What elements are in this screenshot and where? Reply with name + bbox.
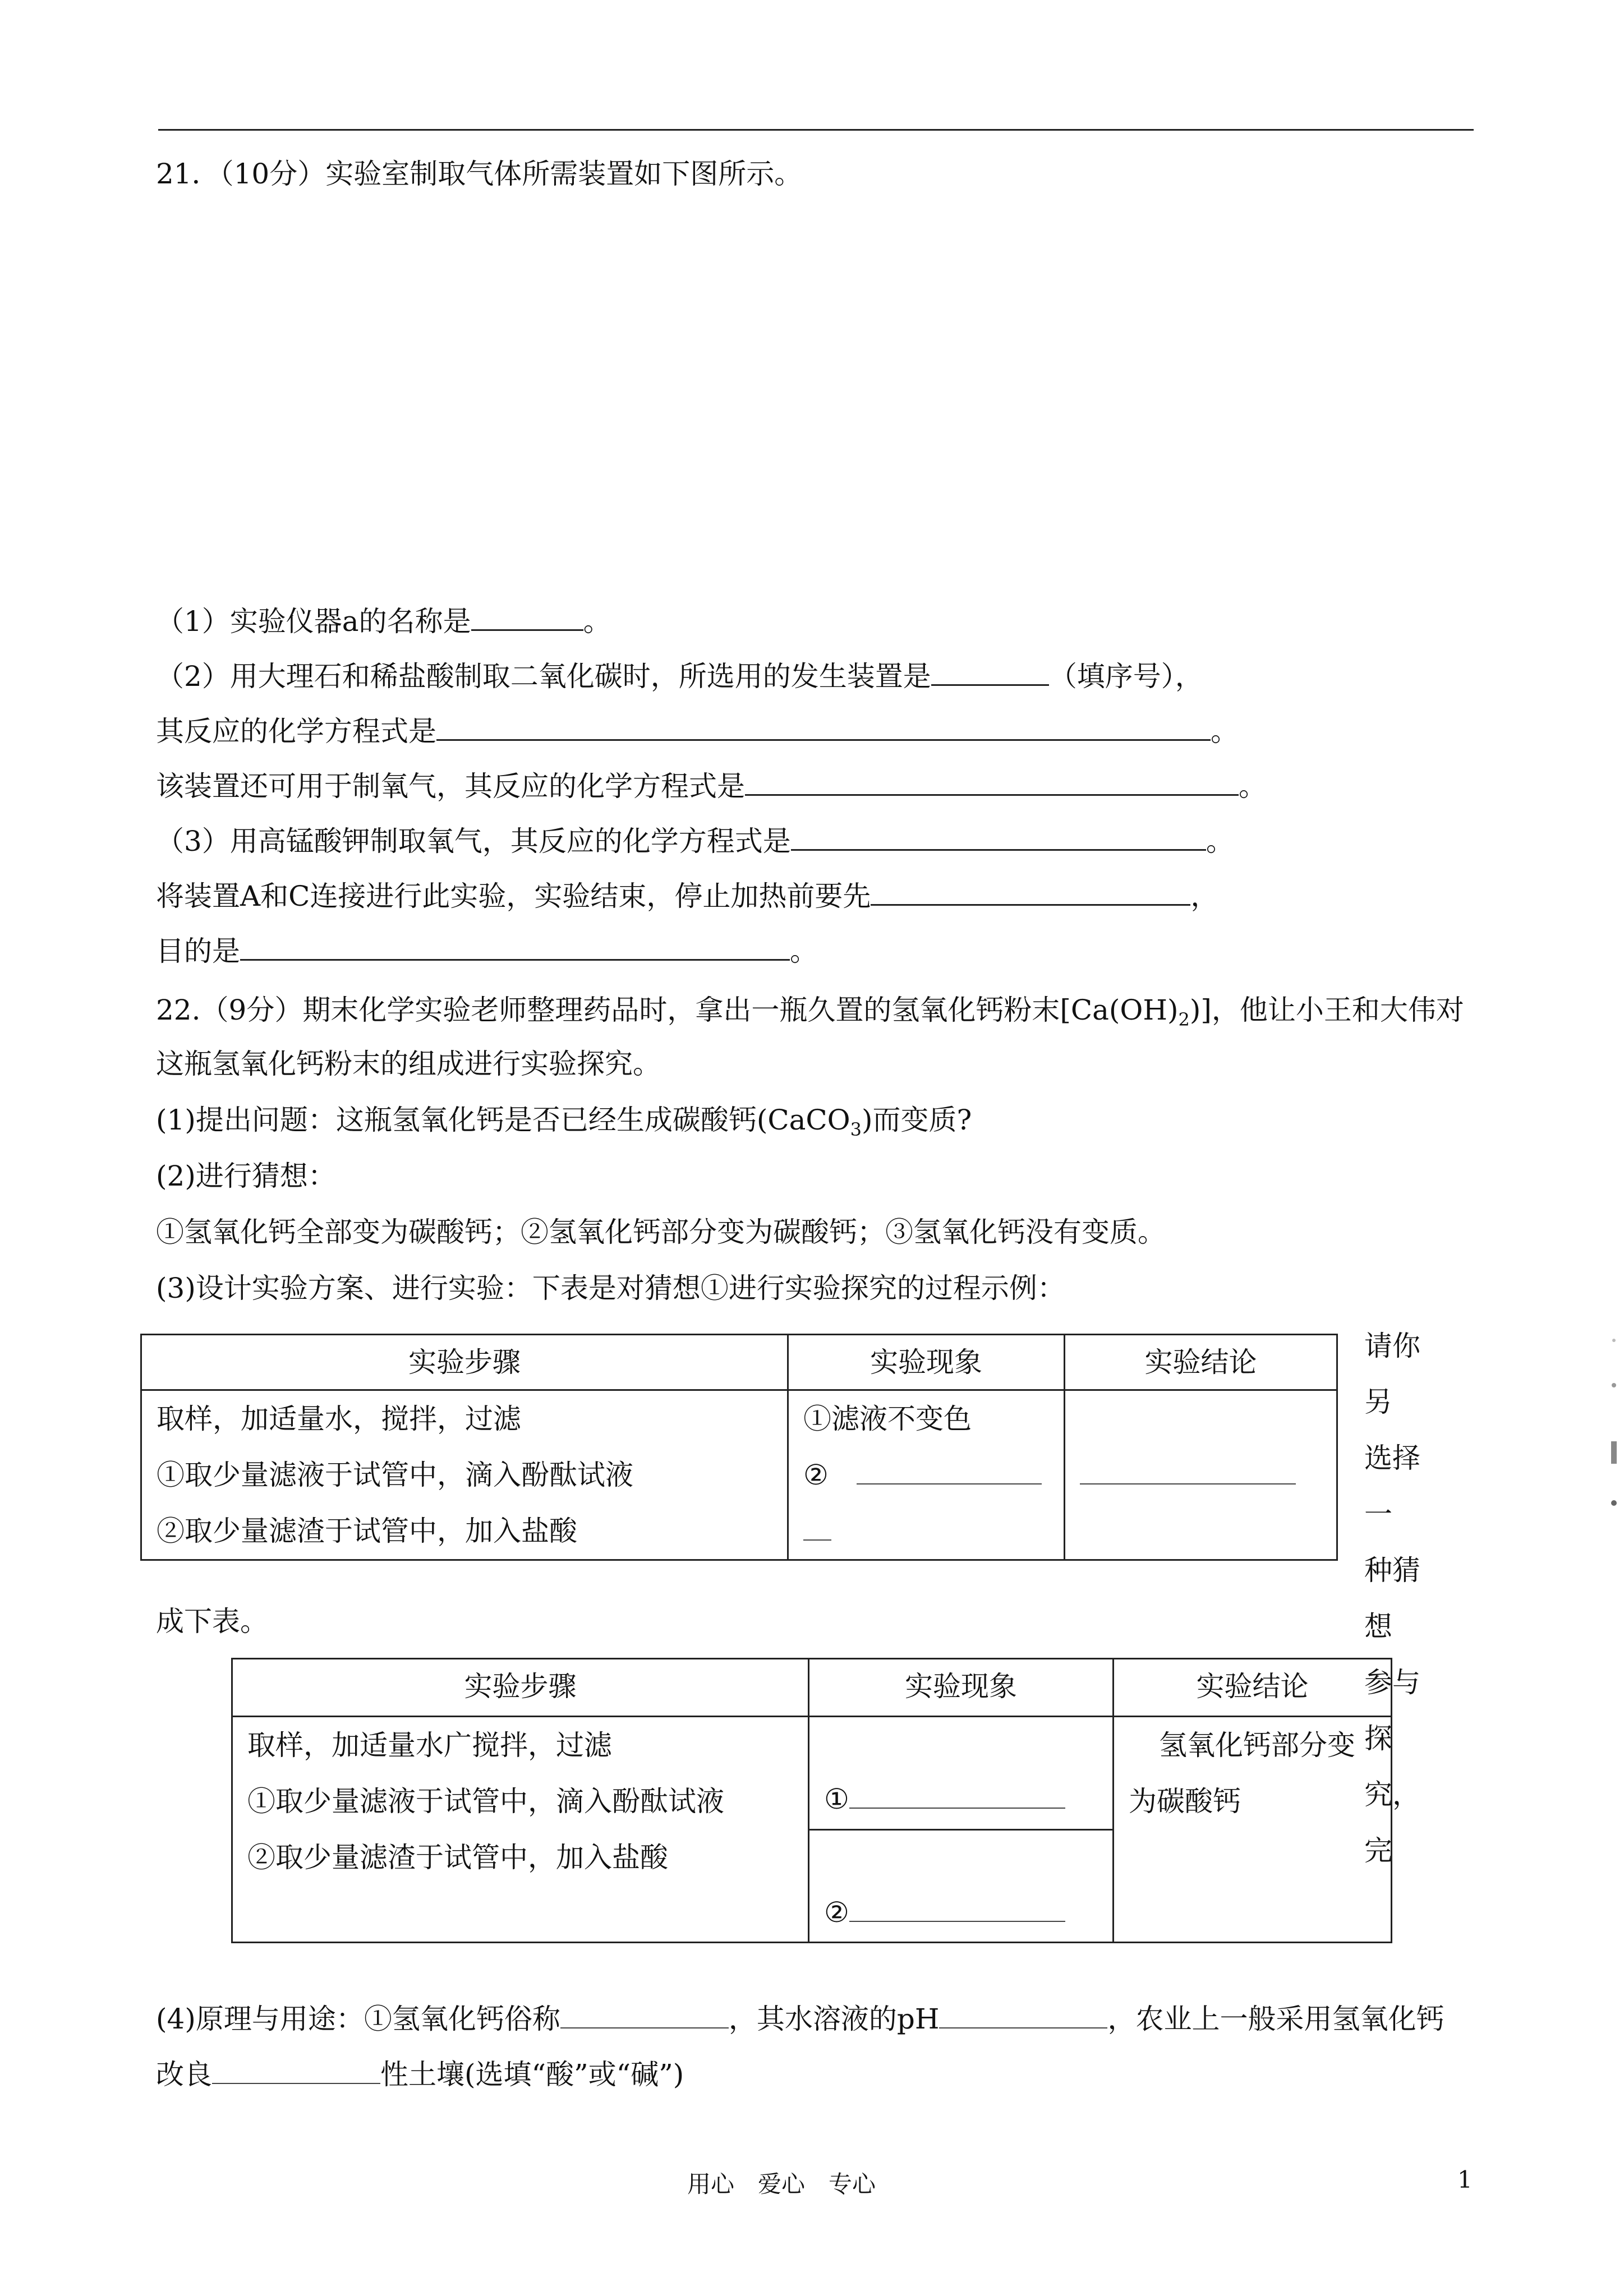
q21-part3c-text: 目的是 <box>156 935 240 967</box>
q22-complete-table: 成下表。 <box>156 1605 268 1638</box>
q22-step2-detail: ①氢氧化钙全部变为碳酸钙；②氢氧化钙部分变为碳酸钙；③氢氧化钙没有变质。 <box>156 1216 1166 1248</box>
q21-part2b-end: 。 <box>1211 715 1239 748</box>
q21-part2a-text: （2）用大理石和稀盐酸制取二氧化碳时，所选用的发生装置是 <box>156 660 931 693</box>
table2-header-phenomena: 实验现象 <box>809 1659 1114 1717</box>
header-rule <box>158 129 1474 131</box>
table1-phenomena-cell <box>788 1390 1065 1560</box>
answer-blank-o2-equation-1[interactable] <box>745 765 1239 796</box>
q21-part2c-text: 该装置还可用于制氧气，其反应的化学方程式是 <box>156 770 745 803</box>
q22-step4b <box>156 2054 684 2094</box>
q22-intro-1 <box>156 990 1464 1039</box>
q21-part3b-end: ， <box>1190 880 1219 912</box>
q22-step4b-end: 性土壤(选填“酸”或“碱”) <box>380 2058 684 2091</box>
q22-step4a-end: ，农业上一般采用氢氧化钙 <box>1107 2003 1444 2035</box>
table2-step: ①取少量滤液于试管中，滴入酚酞试液 <box>247 1785 724 1818</box>
q21-part3c-end: 。 <box>790 935 818 967</box>
q21-part1 <box>156 600 611 641</box>
q21-part2a <box>156 655 1203 696</box>
side-instruction-line: 参与探 <box>1364 1666 1420 1755</box>
page-number: 1 <box>1457 2166 1473 2193</box>
q22-intro-2: 这瓶氢氧化钙粉末的组成进行实验探究。 <box>156 1048 661 1080</box>
table1-header-phenomena: 实验现象 <box>788 1335 1065 1390</box>
answer-blank-ph[interactable] <box>939 1998 1107 2028</box>
table2-header-conclusion: 实验结论 <box>1114 1659 1392 1717</box>
q22-step1-sub: 3 <box>850 1119 862 1140</box>
table1-phenomenon-2-label: ② <box>803 1459 829 1491</box>
example-table <box>140 1334 1338 1561</box>
scan-artifact <box>1608 1318 1620 1553</box>
q21-part1-text: （1）实验仪器a的名称是 <box>156 605 471 638</box>
side-instruction-line: 请你另 <box>1364 1330 1420 1418</box>
q22-step1-end: )而变质? <box>862 1104 972 1136</box>
q21-title: 21．（10分）实验室制取气体所需装置如下图所示。 <box>156 158 803 190</box>
q22-intro-1-sub: 2 <box>1178 1009 1190 1030</box>
q21-part3a-text: （3）用高锰酸钾制取氧气，其反应的化学方程式是 <box>156 825 791 857</box>
q21-part3a <box>156 820 1234 861</box>
table2-conclusion-line: 为碳酸钙 <box>1129 1785 1241 1818</box>
table1-header-steps: 实验步骤 <box>141 1335 788 1390</box>
q22-intro-1-end: )]，他让小王和大伟对 <box>1189 994 1464 1026</box>
q21-part3b <box>156 875 1218 916</box>
table1-phenomenon-2 <box>789 1447 1064 1503</box>
table2-conclusion-line: 氢氧化钙部分变 <box>1159 1729 1355 1762</box>
q22-step4a <box>156 1998 1444 2039</box>
q21-part3b-text: 将装置A和C连接进行此实验，实验结束，停止加热前要先 <box>156 880 871 912</box>
q21-part2b <box>156 710 1239 751</box>
answer-blank-kmno4-equation[interactable] <box>791 820 1206 851</box>
table1-step: ①取少量滤液于试管中，滴入酚酞试液 <box>157 1459 633 1491</box>
q21-part3c <box>156 930 818 971</box>
table1-step: ②取少量滤渣于试管中，加入盐酸 <box>157 1515 577 1547</box>
q21-part2a-end: （填序号）， <box>1048 660 1203 693</box>
answer-blank-purpose[interactable] <box>240 930 790 961</box>
q22-step3: (3)设计实验方案、进行实验：下表是对猜想①进行实验探究的过程示例： <box>156 1272 1065 1304</box>
q21-part2c <box>156 765 1267 806</box>
table1-steps-cell <box>141 1390 788 1560</box>
table1-phenomenon-3 <box>789 1503 1064 1559</box>
table1-phenomenon: ①滤液不变色 <box>803 1403 972 1435</box>
table2-phenomenon-cell-2 <box>809 1829 1114 1943</box>
answer-blank-table2-phenomenon-1[interactable] <box>849 1778 1065 1809</box>
table1-header-conclusion: 实验结论 <box>1065 1335 1337 1390</box>
q22-step4b-text: 改良 <box>156 2058 212 2091</box>
q22-step1-text: (1)提出问题：这瓶氢氧化钙是否已经生成碳酸钙(CaCO <box>156 1104 850 1136</box>
answer-blank-table2-phenomenon-2[interactable] <box>849 1892 1065 1922</box>
footer-motto: 用心 爱心 专心 <box>687 2170 876 2198</box>
table2-steps-cell <box>232 1717 809 1943</box>
answer-blank-instrument-a[interactable] <box>471 600 583 631</box>
q21-part3a-end: 。 <box>1206 825 1234 857</box>
answer-blank-table1-conclusion[interactable] <box>1080 1454 1296 1484</box>
answer-blank-table1-phenomenon-cont[interactable] <box>803 1510 831 1541</box>
q22-step4a-text: (4)原理与用途：①氢氧化钙俗称 <box>156 2003 560 2035</box>
answer-blank-device[interactable] <box>931 655 1049 686</box>
table2-conclusion-cell <box>1114 1717 1392 1943</box>
table1-conclusion-cell <box>1065 1390 1337 1560</box>
table2-phenomenon-cell-1 <box>809 1717 1114 1830</box>
q21-part1-end: 。 <box>583 605 611 638</box>
answer-blank-before-stop-heating[interactable] <box>871 875 1190 906</box>
table2-header-steps: 实验步骤 <box>232 1659 809 1717</box>
answer-blank-co2-equation[interactable] <box>436 710 1211 741</box>
q22-step2: (2)进行猜想： <box>156 1160 336 1192</box>
answer-blank-soil-type[interactable] <box>212 2054 380 2084</box>
q22-step4a-mid: ，其水溶液的pH <box>728 2003 940 2035</box>
inquiry-table <box>231 1658 1392 1943</box>
table2-step: 取样，加适量水广搅拌，过滤 <box>247 1729 612 1762</box>
q21-part2b-text: 其反应的化学方程式是 <box>156 715 436 748</box>
table2-step: ②取少量滤渣于试管中，加入盐酸 <box>247 1841 668 1874</box>
table2-phenomenon-2-label: ② <box>824 1896 849 1929</box>
q21-part2c-end: 。 <box>1239 770 1267 803</box>
q22-intro-1-text: 22.（9分）期末化学实验老师整理药品时，拿出一瓶久置的氢氧化钙粉末[Ca(OH) <box>156 994 1179 1026</box>
answer-blank-common-name[interactable] <box>560 1998 729 2028</box>
side-instruction-line: 究，完 <box>1364 1778 1420 1867</box>
q22-step1 <box>156 1100 972 1149</box>
table2-phenomenon-1-label: ① <box>824 1783 849 1815</box>
side-instruction-line: 选择一 <box>1364 1442 1420 1530</box>
table1-step: 取样，加适量水，搅拌，过滤 <box>157 1403 521 1435</box>
answer-blank-table1-phenomenon[interactable] <box>857 1454 1042 1484</box>
side-instruction-line: 种猜想 <box>1364 1554 1420 1643</box>
